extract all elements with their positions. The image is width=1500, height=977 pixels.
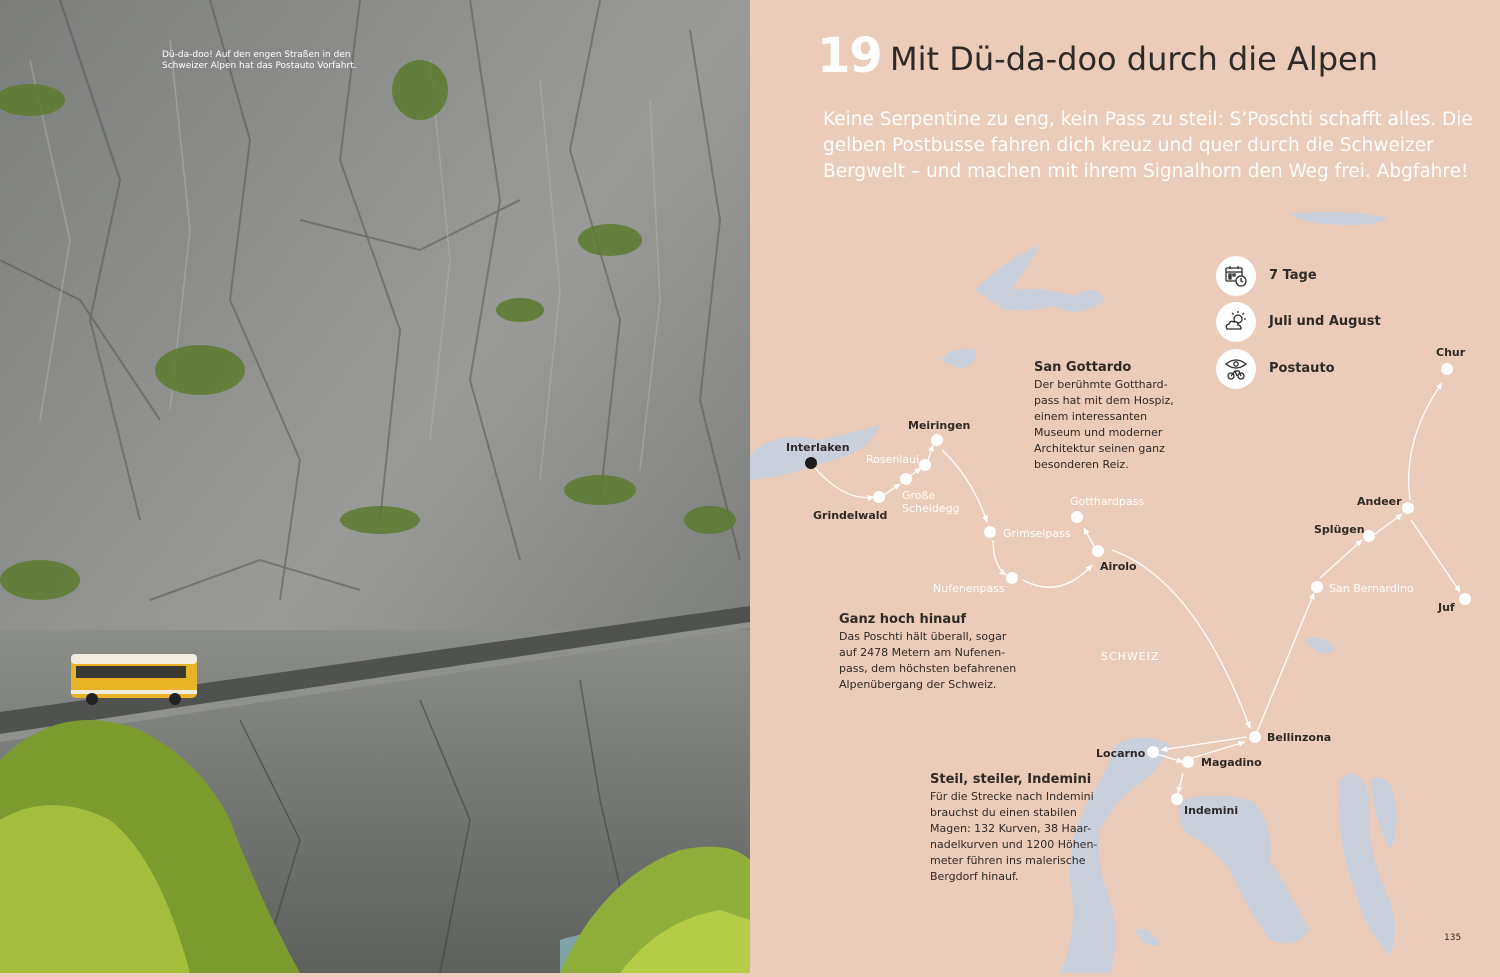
label-interlaken: Interlaken — [786, 441, 850, 454]
lake-small-2 — [1135, 929, 1160, 946]
label-locarno: Locarno — [1096, 747, 1146, 760]
stop-san-bernardino — [1311, 581, 1323, 593]
note-title: Steil, steiler, Indemini — [930, 772, 1092, 787]
postbus-icon — [71, 654, 197, 705]
country-label: SCHWEIZ — [1101, 650, 1160, 663]
note-body: Der berühmte Gotthard- pass hat mit dem Hospiz, einem interessanten Museum und moderner Architektur seinen ganz besonderen Reiz. — [1034, 378, 1174, 471]
label-spluegen: Splügen — [1314, 523, 1365, 536]
stop-grimselpass — [984, 526, 996, 538]
page-title: Mit Dü-da-doo durch die Alpen — [890, 40, 1379, 78]
stop-meiringen — [931, 434, 943, 446]
fact-duration-label: 7 Tage — [1269, 268, 1317, 283]
stop-airolo — [1092, 545, 1104, 557]
note-title: Ganz hoch hinauf — [839, 612, 967, 627]
fact-season — [1216, 302, 1456, 342]
stop-spluegen — [1363, 530, 1375, 542]
sun-cloud-icon — [1216, 302, 1256, 342]
stop-rosenlaui — [919, 459, 931, 471]
label-gotthardpass: Gotthardpass — [1070, 495, 1145, 508]
stop-nufenenpass — [1006, 572, 1018, 584]
note-body: Für die Strecke nach Indemini brauchst du einen stabilen Magen: 132 Kurven, 38 Haar- nadelkurven und 1200 Höhen- meter führen ins malerische Bergdorf hinauf. — [930, 790, 1098, 883]
label-airolo: Airolo — [1100, 560, 1137, 573]
label-juf: Juf — [1438, 601, 1455, 614]
label-grindelwald: Grindelwald — [813, 509, 888, 522]
label-grosse-scheidegg: Große Scheidegg — [902, 489, 960, 515]
fact-transport-label: Postauto — [1269, 361, 1335, 376]
label-meiringen: Meiringen — [908, 419, 971, 432]
label-chur: Chur — [1436, 346, 1466, 359]
stop-grindelwald — [873, 491, 885, 503]
label-bellinzona: Bellinzona — [1267, 731, 1332, 744]
page-number: 135 — [1444, 933, 1462, 943]
note-san-gottardo — [1034, 360, 1214, 473]
stop-bellinzona — [1249, 731, 1261, 743]
label-rosenlaui: Rosenlaui — [866, 453, 920, 466]
lake-top — [1290, 212, 1390, 225]
stop-indemini — [1171, 793, 1183, 805]
chapter-number: 19 — [817, 28, 882, 84]
label-san-bernardino: San Bernardino — [1329, 582, 1414, 595]
fact-duration — [1216, 256, 1456, 296]
fact-transport — [1216, 349, 1456, 389]
fact-season-label: Juli und August — [1269, 314, 1381, 329]
stop-juf — [1459, 593, 1471, 605]
note-title: San Gottardo — [1034, 360, 1132, 375]
note-body: Das Poschti hält überall, sogar auf 2478 Metern am Nufenen- pass, dem höchsten befahrenen Alpenübergang der Schweiz. — [839, 630, 1017, 691]
stop-grosse-scheidegg — [900, 473, 912, 485]
note-ganz-hoch — [839, 612, 1039, 693]
lake-lugano — [1179, 795, 1310, 943]
stop-gotthardpass — [1071, 511, 1083, 523]
calendar-clock-icon — [1216, 256, 1256, 296]
intro-text: Keine Serpentine zu eng, kein Pass zu steil: S’Poschti schafft alles. Die gelben Postbusse fahren dich kreuz und quer durch die Schweizer Bergwelt – und machen mit ihrem Signalhorn den Weg frei. Abgfahre! — [823, 109, 1473, 182]
note-indemini — [930, 772, 1110, 885]
gorge-photo — [0, 0, 750, 973]
label-nufenenpass: Nufenenpass — [933, 582, 1005, 595]
lake-small-1 — [1305, 638, 1335, 654]
stop-interlaken — [805, 457, 817, 469]
right-page — [750, 0, 1500, 973]
lake-north — [940, 349, 976, 368]
stop-andeer — [1402, 502, 1414, 514]
label-grimselpass: Grimselpass — [1003, 527, 1071, 540]
eye-bicycle-icon — [1216, 349, 1256, 389]
lake-lucerne — [975, 245, 1105, 312]
label-andeer: Andeer — [1357, 495, 1402, 508]
lake-como-east — [1370, 778, 1397, 851]
stop-locarno — [1147, 746, 1159, 758]
label-magadino: Magadino — [1201, 756, 1262, 769]
label-indemini: Indemini — [1184, 804, 1239, 817]
stop-magadino — [1182, 756, 1194, 768]
photo-caption: Dü-da-doo! Auf den engen Straßen in den Schweizer Alpen hat das Postauto Vorfahrt. — [162, 50, 357, 71]
